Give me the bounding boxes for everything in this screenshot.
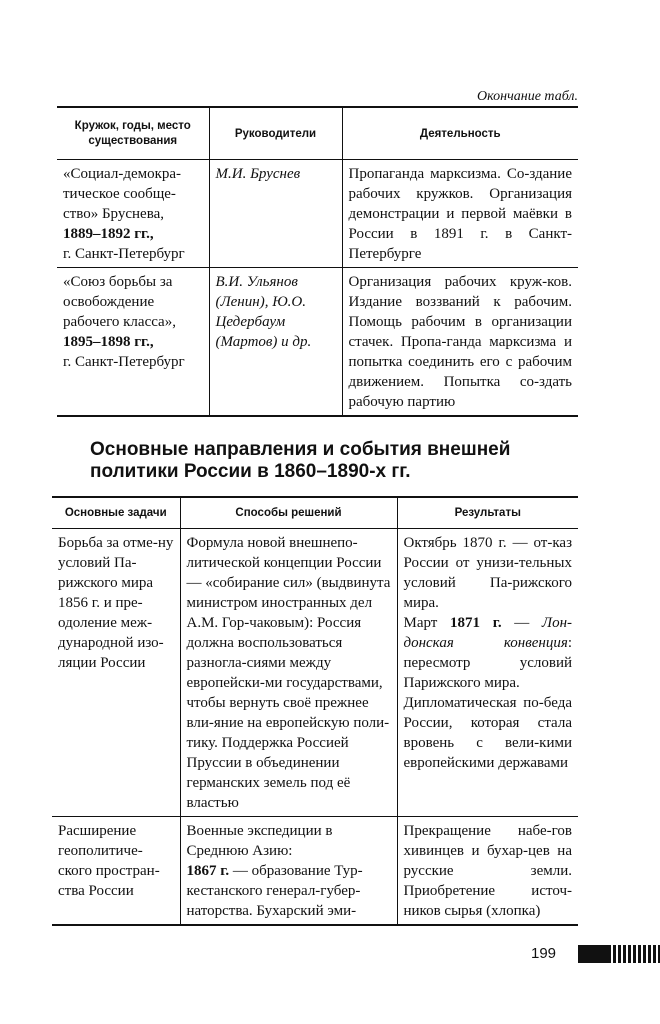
table-row bbox=[52, 529, 578, 817]
result-year: 1871 г. bbox=[450, 615, 502, 631]
column-header-circle: Кружок, годы, место существования bbox=[57, 107, 209, 160]
method-cell bbox=[180, 817, 397, 926]
method-text: — образование Тур-кестанского генерал-губер-наторства. Бухарский эми- bbox=[186, 863, 363, 919]
foreign-policy-table bbox=[52, 496, 578, 926]
result-cell bbox=[397, 529, 578, 817]
table-row bbox=[52, 817, 578, 926]
circle-place: г. Санкт-Петербург bbox=[63, 354, 185, 370]
circle-cell bbox=[57, 268, 209, 417]
column-header-leaders: Руководители bbox=[209, 107, 342, 160]
circle-name: «Союз борьбы за освобождение рабочего класса», bbox=[63, 274, 176, 330]
activity-cell: Организация рабочих круж-ков. Издание воззваний к рабочим. Помощь рабочим в организации стачек. Пропа-ганда марксизма и попытка соединить его с рабочим движением. Попытка со-здать рабочую партию bbox=[342, 268, 578, 417]
study-circles-table bbox=[57, 106, 578, 417]
london-convention: Лон-донская конвенция bbox=[403, 615, 573, 651]
column-header-activity: Деятельность bbox=[342, 107, 578, 160]
circle-place: г. Санкт-Петербург bbox=[63, 246, 185, 262]
section-title: Основные направления и события внешней политики России в 1860–1890-х гг. bbox=[90, 439, 511, 482]
table-header-row bbox=[52, 497, 578, 529]
result-text: Март bbox=[403, 615, 438, 631]
task-cell: Борьба за отме-ну условий Па-рижского мира 1856 г. и пре-одоление меж-дународной изо-ляции России bbox=[52, 529, 180, 817]
result-text: Октябрь 1870 г. — от-каз России от унизи-тельных условий Па-рижского мира. bbox=[403, 535, 572, 611]
column-header-tasks: Основные задачи bbox=[52, 497, 180, 529]
result-text: : пересмотр условий Парижского мира. bbox=[403, 635, 572, 691]
table-row bbox=[57, 160, 578, 268]
leaders-cell: В.И. Ульянов (Ленин), Ю.О. Цедербаум (Мартов) и др. bbox=[209, 268, 342, 417]
method-text: Военные экспедиции в Среднюю Азию: bbox=[186, 823, 333, 859]
result-text: Дипломатическая по-беда России, которая стала вровень с вели-кими европейскими державами bbox=[403, 695, 572, 771]
circle-name: «Социал-демокра-тическое сообще-ство» Бруснева, bbox=[63, 166, 182, 222]
page-number: 199 bbox=[531, 945, 557, 962]
leaders-cell: М.И. Бруснев bbox=[209, 160, 342, 268]
activity-cell: Пропаганда марксизма. Со-здание рабочих кружков. Организация демонстрации и первой маёвки в России в 1891 г. в Санкт-Петербурге bbox=[342, 160, 578, 268]
task-cell: Расширение геополитиче-ского простран-ства России bbox=[52, 817, 180, 926]
circle-cell bbox=[57, 160, 209, 268]
column-header-results: Результаты bbox=[397, 497, 578, 529]
result-text: — bbox=[514, 615, 530, 631]
circle-years: 1889–1892 гг., bbox=[63, 226, 154, 242]
page-marker-bar bbox=[578, 945, 660, 963]
column-header-methods: Способы решений bbox=[180, 497, 397, 529]
circle-years: 1895–1898 гг., bbox=[63, 334, 154, 350]
method-year: 1867 г. bbox=[186, 863, 230, 879]
table-continuation-caption: Окончание табл. bbox=[477, 89, 578, 104]
table-header-row bbox=[57, 107, 578, 160]
result-cell: Прекращение набе-гов хивинцев и бухар-цев на русские земли. Приобретение источ-ников сырья (хлопка) bbox=[397, 817, 578, 926]
table-row bbox=[57, 268, 578, 417]
method-cell: Формула новой внешнепо-литической концепции России — «собирание сил» (выдвинута министром иностранных дел А.М. Гор-чаковым): Россия должна воспользоваться разногла-сиями между европейски-ми государствами, чтобы вернуть своё прежнее вли-яние на европейскую поли-тику. Поддержка Россией Пруссии в объединении германских земель под её властью bbox=[180, 529, 397, 817]
